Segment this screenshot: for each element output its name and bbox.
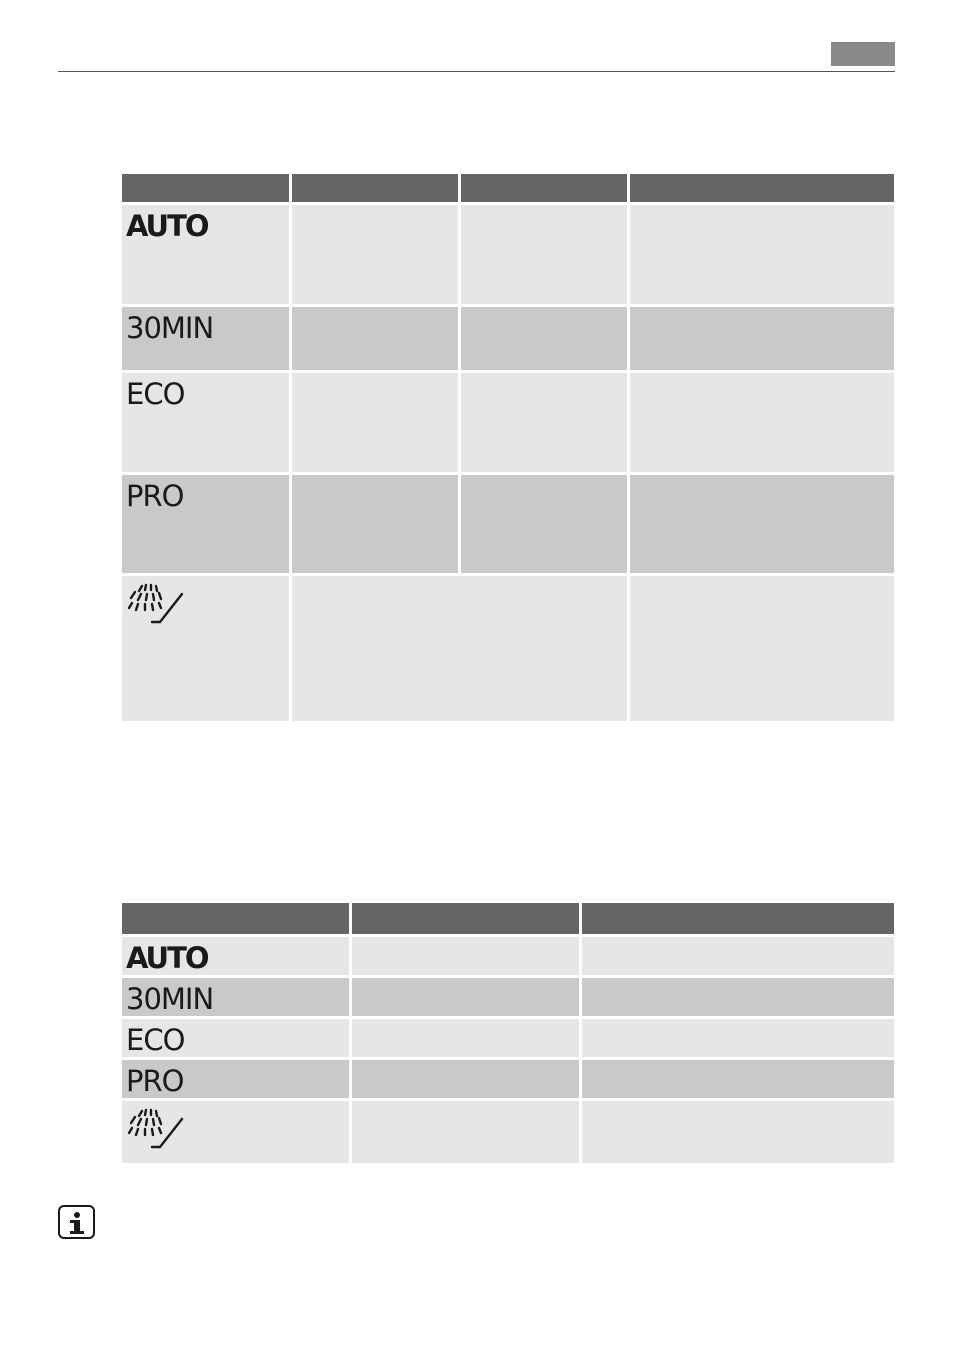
info-icon [58,1205,95,1239]
program-label-30min: 30MIN [126,982,214,1016]
rinse-spray-icon [126,582,190,628]
rinse-spray-icon [126,1107,190,1153]
table-cell [461,307,630,373]
table-row [122,937,894,978]
table-row [122,576,894,721]
table-cell [630,373,894,475]
header-cell-degree-of-soil [292,174,461,205]
header-divider [58,71,895,72]
table-cell [582,937,894,978]
header-cell-program [122,174,292,205]
table-row [122,1101,894,1163]
program-label-30min: 30MIN [126,311,214,345]
program-label-pro: PRO [126,479,184,513]
table-row [122,307,894,373]
program-label-eco: ECO [126,377,185,411]
table-cell [352,1101,582,1163]
table-cell [630,307,894,373]
header-cell-energy-water [582,903,894,937]
page-section-tab [831,42,895,66]
table-cell [582,1019,894,1060]
table-header-row [122,903,894,937]
program-label-auto: AUTO [126,941,208,975]
table-cell [461,205,630,307]
table-cell [352,937,582,978]
program-table [122,174,894,721]
table-row [122,373,894,475]
table-row [122,475,894,576]
header-cell-type-of-load [461,174,630,205]
table-cell [292,373,461,475]
table-cell [582,1060,894,1101]
table-cell [352,1019,582,1060]
table-cell [630,475,894,576]
program-label-pro: PRO [126,1064,184,1098]
table-row [122,205,894,307]
table-cell [461,475,630,576]
table-cell [352,1060,582,1101]
table-cell [292,475,461,576]
table-row [122,978,894,1019]
table-cell [461,373,630,475]
table-cell [630,205,894,307]
table-cell [630,576,894,721]
program-label-eco: ECO [126,1023,185,1057]
header-cell-program-phases [630,174,894,205]
table-cell [292,307,461,373]
header-cell-duration [352,903,582,937]
header-cell-program [122,903,352,937]
program-label-auto: AUTO [126,209,208,243]
table-cell-merged [292,576,630,721]
consumption-table [122,903,894,1163]
table-row [122,1060,894,1101]
table-header-row [122,174,894,205]
table-row [122,1019,894,1060]
table-cell [582,1101,894,1163]
table-cell [352,978,582,1019]
table-cell [292,205,461,307]
table-cell [582,978,894,1019]
